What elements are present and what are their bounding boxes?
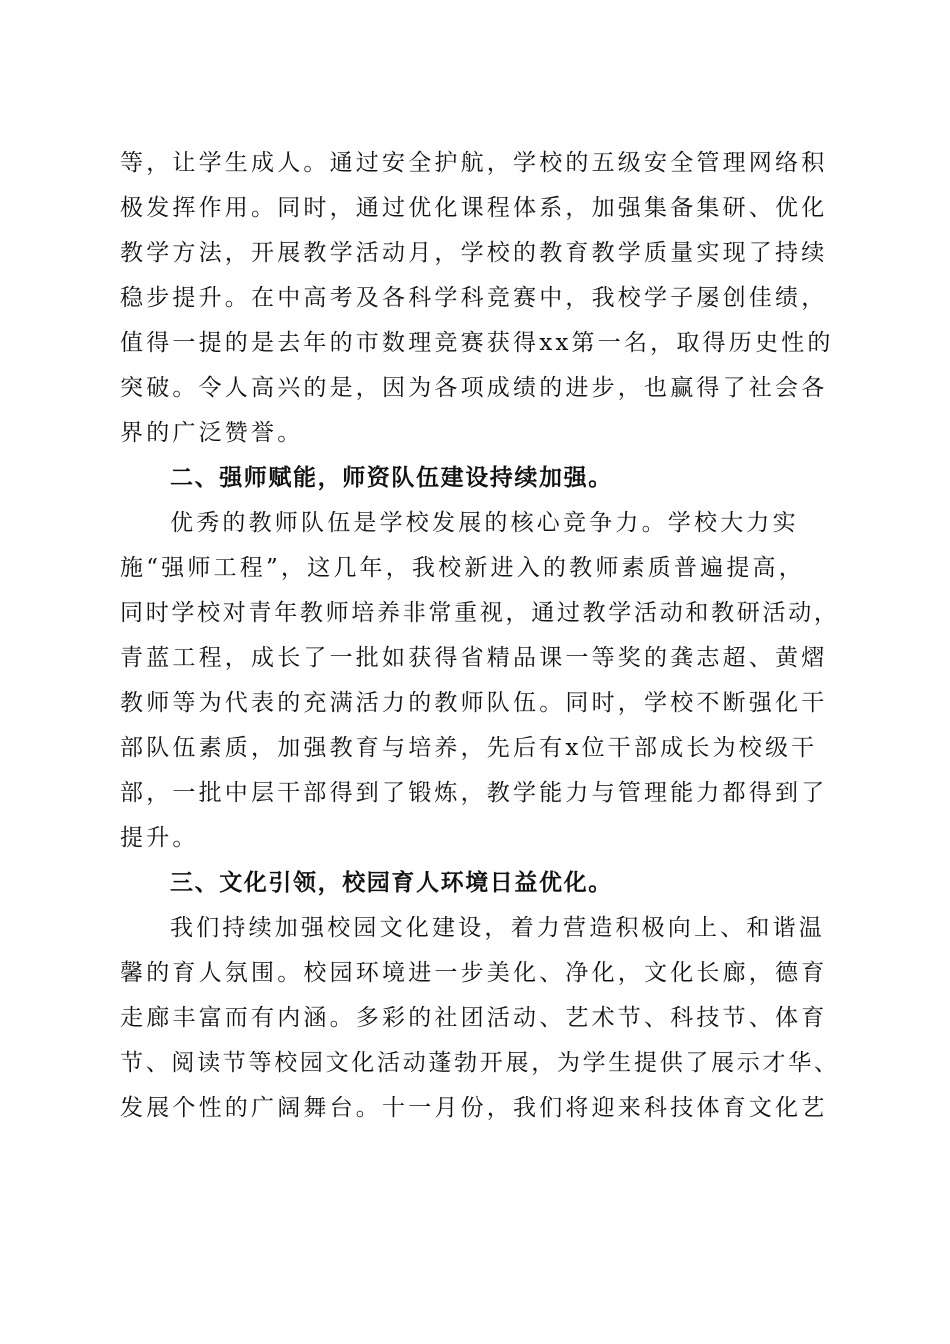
paragraph-line: 节、阅读节等校园文化活动蓬勃开展，为学生提供了展示才华、 [120,1050,840,1076]
paragraph-line: 部，一批中层干部得到了锻炼，教学能力与管理能力都得到了 [120,780,828,806]
paragraph-line: 教学方法，开展教学活动月，学校的教育教学质量实现了持续 [120,240,828,266]
paragraph-line: 同时学校对青年教师培养非常重视，通过教学活动和教研活动， [120,600,840,626]
paragraph-line: 优秀的教师队伍是学校发展的核心竞争力。学校大力实 [170,510,799,536]
paragraph-line: 提升。 [120,825,199,851]
paragraph-line: 青蓝工程，成长了一批如获得省精品课一等奖的龚志超、黄熠 [120,645,828,671]
paragraph-line: 教师等为代表的充满活力的教师队伍。同时，学校不断强化干 [120,690,828,716]
paragraph-line: 界的广泛赞誉。 [120,420,304,446]
paragraph-line: 极发挥作用。同时，通过优化课程体系，加强集备集研、优化 [120,195,828,221]
paragraph-line: 走廊丰富而有内涵。多彩的社团活动、艺术节、科技节、体育 [120,1005,828,1031]
paragraph-line: 等，让学生成人。通过安全护航，学校的五级安全管理网络积 [120,150,828,176]
paragraph-line: 稳步提升。在中高考及各科学科竞赛中，我校学子屡创佳绩， [120,285,828,311]
paragraph-line: 部队伍素质，加强教育与培养，先后有x位干部成长为校级干 [120,735,818,761]
section-heading: 二、强师赋能，师资队伍建设持续加强。 [170,465,613,491]
paragraph-line: 值得一提的是去年的市数理竞赛获得xx第一名，取得历史性的 [120,330,834,356]
paragraph-line: 施“强师工程”，这几年，我校新进入的教师素质普遍提高， [120,555,805,581]
paragraph-line: 发展个性的广阔舞台。十一月份，我们将迎来科技体育文化艺 [120,1095,828,1121]
paragraph-line: 我们持续加强校园文化建设，着力营造积极向上、和谐温 [170,915,825,941]
paragraph-line: 馨的育人氛围。校园环境进一步美化、净化，文化长廊，德育 [120,960,828,986]
section-heading: 三、文化引领，校园育人环境日益优化。 [170,870,613,896]
paragraph-line: 突破。令人高兴的是，因为各项成绩的进步，也赢得了社会各 [120,375,828,401]
